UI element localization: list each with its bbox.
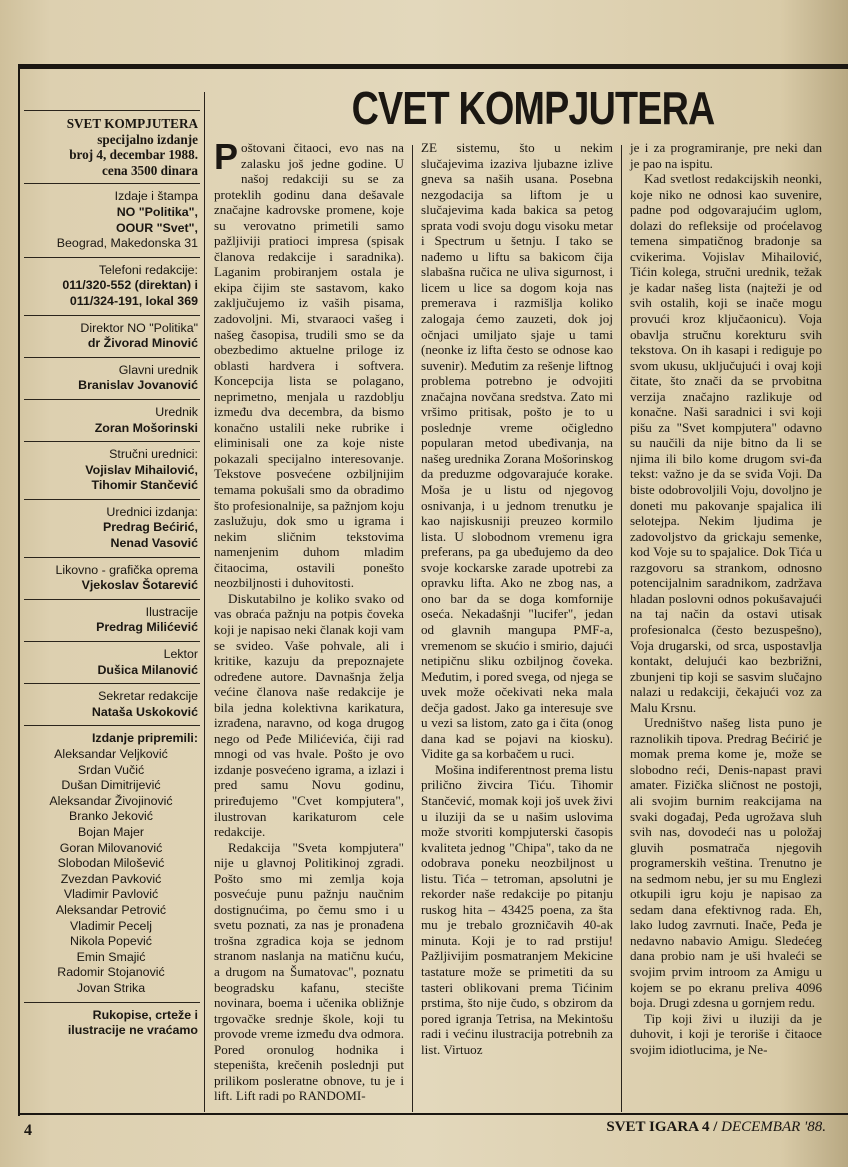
masthead-line: Aleksandar Veljković — [54, 747, 168, 761]
article-column-2 — [421, 140, 613, 1057]
footer-magazine: SVET IGARA 4 / — [606, 1119, 718, 1135]
drop-cap: P — [214, 136, 239, 177]
masthead-line: Jovan Strika — [76, 980, 146, 995]
article-paragraph: Uredništvo našeg lista puno je raznolikih tipova. Predrag Bećirić je momak prema kome je, može se slobodno reći, Denis-napast pravi amater. Fizička sličnost ne postoji, ali svojim burnim reakcijama na svaki događaj, Peđa ugrožava sluh svih nas, dovodeći nas u položaj gluvih posmatrača njegovih programerskih veština. Trenutno je na sedmom nebu, jer su mu Englezi otkupili igru koju je napisao za sedam dana efektivnog rada. Eh, lako ludog zavrnuti. Inače, Peđa je nedavno nabavio Amigu. Sledećeg dana probio nam je uši hvaleći se svojim prvim introom za Amigu u kojem se po ekranu preliva 4096 boja. Drugi zdesna u gornjem redu. — [630, 715, 822, 1011]
left-rule — [18, 64, 20, 1116]
masthead-line: Dušan Dimitrijević — [61, 778, 161, 793]
article-paragraph — [214, 136, 404, 591]
masthead-line: Nenad Vasović — [110, 536, 198, 551]
masthead-line: 011/320-552 (direktan) i — [62, 278, 198, 293]
top-rule — [18, 64, 848, 69]
masthead-director — [24, 316, 200, 358]
article-paragraph: Redakcija "Sveta kompjutera" nije u glavnoj Politikinoj zgradi. Pošto smo mi zemlja koja posvećuje punu pažnju naučnim dostignućima, po čemu smo i u svetu poznati, za nas je pronađena trošna zgradica koja se jednom stranom naslanja na matičnu kuću, a drugom na Šumatovac", poznatu beogradsku kafanu, stecište novinara, boema i učenika obližnje trgovačke srednje škole, koji tu provode vreme između dva odmora. Pored oronulog hodnika i stepeništa, krečenih poslednji put prilikom posleratne obnove, tu je i lift. Lift radi po RANDOMI- — [214, 839, 404, 1104]
masthead-line: Nikola Popević — [70, 934, 152, 949]
masthead-publisher — [24, 184, 200, 257]
masthead-line: ilustracije ne vraćamo — [67, 1023, 198, 1038]
article-column-1 — [214, 136, 404, 1104]
masthead-line: SVET KOMPJUTERA — [66, 116, 198, 131]
masthead-line: Branko Jeković — [68, 809, 154, 824]
masthead-line: Predrag Bećirić, — [102, 520, 198, 535]
article-paragraph: Tip koji živi u iluziji da je duhovit, i koji je teroriše i čitaoce svojim idiotlucima, je Ne- — [630, 1010, 822, 1057]
masthead-proofreader — [24, 642, 200, 684]
masthead-line: Vladimir Pecelj — [70, 918, 152, 933]
masthead-line: Radomir Stojanović — [57, 965, 165, 980]
article-paragraph: Mošina indiferentnost prema listu prilično živcira Tiću. Tihomir Stančević, momak koji još uvek živi u iluziji da se u našim uslovima može stvoriti kompjuterski časopis kvaliteta jednog "Chipa", tako da ne odobrava poneku neozbiljnost u listu. Tića – tetroman, apsolutni je rekorder naše redakcije po pitanju ruskog hita – 43425 poena, za šta mu je trebalo grozničavih 40-ak minuta. Koji je to rad prstiju! Pažljivijim posmatranjem Mekicine tastature može se primetiti da su tasteri oblikovani prema Tićinim prstima, što nije čudo, s obzirom da pored igranja Tetrisa, na Mekintošu radi i većinu ilustracija potrebnih za list. Virtuoz — [421, 761, 613, 1057]
masthead-editor — [24, 400, 200, 442]
masthead-line: Stručni urednici: — [109, 447, 198, 462]
masthead-line: NO "Politika", — [116, 204, 198, 219]
masthead-secretary — [24, 684, 200, 726]
masthead-line: Zoran Mošorinski — [94, 420, 198, 435]
masthead-technical-editors — [24, 442, 200, 500]
masthead-line: Tihomir Stančević — [91, 478, 198, 493]
column-rule — [412, 145, 413, 1112]
masthead-line: Izdanje pripremili: — [91, 731, 198, 746]
masthead-line: Izdaje i štampa — [114, 189, 198, 204]
masthead-line: Predrag Milićević — [96, 620, 198, 635]
masthead-line: Sekretar redakcije — [98, 689, 198, 704]
masthead-notice — [24, 1003, 200, 1044]
masthead-issue-editors — [24, 500, 200, 558]
column-rule — [621, 145, 622, 1112]
article-paragraph: je i za programiranje, pre neki dan je pao na ispitu. — [630, 140, 822, 171]
masthead-line: Vojislav Mihailović, — [85, 462, 198, 477]
masthead-line: specijalno izdanje — [97, 131, 198, 147]
masthead-line: OOUR "Svet", — [116, 220, 198, 235]
masthead-line: Bojan Majer — [77, 824, 145, 839]
column-rule — [204, 92, 205, 1112]
masthead-line: Zvezdan Pavković — [60, 871, 162, 886]
masthead-line: Lektor — [163, 647, 198, 662]
masthead-issue — [24, 110, 200, 184]
masthead-line: Rukopise, crteže i — [92, 1007, 198, 1022]
masthead-line: Vladimir Pavlović — [63, 887, 159, 902]
masthead-line: Emin Smajić — [76, 949, 146, 964]
masthead-illustrations — [24, 600, 200, 642]
masthead-line: Direktor NO "Politika" — [80, 320, 198, 335]
article-paragraph: Diskutabilno je koliko svako od vas obraća pažnju na potpis čoveka koji je napisao neki članak koji vam se svideo. Vaše pohvale, ali i kritike, kazuju da prepoznajete određene autore. Davnašnja želja većine članova naše redakcije je bila jedna kolektivna karikatura, izrađena, naravno, od koga drugog nego od Peđe Milićevića, čiji rad mnogi od vas hvale. Pošto je ovo izdanje posvećeno igrama, a izlazi i pred samu Novu godinu, priređujemo "Cvet kompjutera", ilustrovan karikaturom cele redakcije. — [214, 590, 404, 840]
footer-date: DECEMBAR '88. — [721, 1119, 826, 1135]
masthead-line: Branislav Jovanović — [78, 378, 198, 393]
footer-issue — [606, 1119, 826, 1136]
masthead-line: Beograd, Makedonska 31 — [56, 236, 198, 251]
masthead-line: Goran Milovanović — [59, 840, 163, 855]
masthead-line: Aleksandar Petrović — [55, 902, 167, 917]
masthead-line: Ilustracije — [145, 604, 198, 619]
paragraph-text: oštovani čitaoci, evo nas na zalasku još jedne godine. U našoj redakciji su se za proteklih godinu dana dešavale značajne kadrovske promene, koje su verovatno primetili samo pažljiviji pratioci impresa (spisak članova redakcije i saradnika). Laganim probiranjem ostala je ekipa čijim ste sastavom, kako zaključujemo iz vaših pisama, zadovoljni. Mi, stvaraoci vašeg i našeg časopisa, trudili smo se da obezbedimo aktuelne priloge iz oblasti hardvera i softvera. Koncepcija lista se polagano, neprimetno, menjala u razdoblju između dva decembra, da bismo konačno ustalili neke rubrike i eliminisali one za koje niste pokazali specijalno interesovanje. Tekstove posvećene ozbiljnijim temama pokušali smo da obradimo što profesionalnije, sa pažnjom koju zaslužuju, dok smo u igrama i nekim sličnim tekstovima namenjenim duhom mladim čitaocima, ostavili ponešto neozbiljnosti i duhovitosti. — [214, 140, 404, 591]
article-paragraph: ZE sistemu, što u nekim slučajevima izaziva ljubazne izlive gneva sa naših usana. Posebna nezgodacija sa liftom je u slučajevima kada bakica sa petog sprata vodi svoju dogu visoku metar i Spectrum u šetnju. I tako se nađemo u liftu sa bakicom čija slabašna ručica ne uliva sigurnost, i licem u lice sa dogom koja nas premerava i razmišlja koliko zalogaja ćemo zauzeti, dok joj očnjaci umiljato sjaje u tami (neonke iz lifta često se odnose kao suvenir). Međutim za rešenje liftnog problema potrebno je odvojiti značajna novčana sredstva. Zato mi vršimo pritisak, pošto je to u poslednje vreme očigledno popularan metod ubeđivanja, na našeg urednika Zorana Mošorinskog da preduzme odgovarajuće korake. Moša je u listu od njegovog osnivanja, i u jednom trenutku je kao najiskusniji preuzeo kormilo lista. U slobodnom vremenu igra preferans, pa ga ubeđujemo da deo svoje kockarske zarade upotrebi za opravku lifta. Ako ne zbog nas, a ono bar da se doga komfornije oseća. Nekadašnji "lucifer", jedan od glavnih mangupa PMF-a, vremenom se skućio i smirio, dajući netipičnu sliku ozbiljnog čoveka. Međutim, i pored svega, od njega se uvek može očekivati neka mala dečja gadost. Jako ga interesuje sve u vezi sa listom, zato ga i čita (onog dana kad se pojavi na kiosku). Vidite ga sa korbačem u ruci. — [421, 140, 613, 762]
masthead-graphics — [24, 558, 200, 600]
masthead-line: dr Živorad Minović — [87, 336, 198, 351]
masthead-phones — [24, 258, 200, 316]
masthead-line: Telefoni redakcije: — [98, 262, 198, 277]
masthead-editor-in-chief — [24, 358, 200, 400]
masthead-line: Nataša Uskoković — [91, 704, 198, 719]
masthead-line: Aleksandar Živojinović — [49, 793, 173, 808]
masthead — [24, 110, 200, 1044]
article-paragraph: Kad svetlost redakcijskih neonki, koje niko ne odnosi kao suvenire, padne pod odgovarajućim uglom, dolazi do refleksije od proćelavog temena simpatičnog bradonje sa cvikerima. Vojislav Mihailović, Tićin kolega, stručni urednik, težak je kadar našeg lista (najteži je od svih ostalih, koji se inače mogu provući kroz ključaonicu). Voja obavlja stručnu korekturu svih tekstova. On ih kasapi i rediguje po svom ukusu, uključujući i ovaj koji čitate, što znači da se prvobitna verzija značajno razlikuje od konačne. Naši saradnici i svi koji pišu za "Svet kompjutera" odavno su naučili da nije bitno da li se njima ili bilo kome drugom svi-đa tekst: važno je da se sviđa Voji. Da biste odobrovoljili Voju, dovoljno je doneti mu pakovanje spajalica ili selotejpa. Nekim ljudima je zadovoljstvo da grickaju semenke, kod Voje su to spajalice. Dok Tića u razgovoru sa strankom, odnosno potencijalnim saradnikom, zadržava hladan poslovni odnos pokušavajući na taj način da ostavi utisak profesionalca (često bezuspešno), Voja drugarski, od srca, uspostavlja kontakt, delujući kao bezbrižni, zbunjeni tip koji se sasvim slučajno nalazi u redakciji, čekajući voz za Malu Krsnu. — [630, 171, 822, 715]
masthead-line: Likovno - grafička oprema — [55, 562, 198, 577]
masthead-line: Vjekoslav Šotarević — [81, 578, 198, 593]
masthead-line: Urednici izdanja: — [106, 504, 198, 519]
masthead-line: cena 3500 dinara — [102, 162, 198, 178]
masthead-line: Urednik — [155, 404, 198, 419]
masthead-line: broj 4, decembar 1988. — [69, 147, 198, 163]
masthead-line: Glavni urednik — [118, 362, 198, 377]
masthead-line: 011/324-191, lokal 369 — [69, 293, 198, 308]
masthead-line: Slobodan Milošević — [57, 856, 165, 871]
article-title: CVET KOMPJUTERA — [351, 82, 715, 134]
masthead-line: Srdan Vučić — [77, 762, 145, 777]
article-column-3 — [630, 140, 822, 1057]
masthead-line: Dušica Milanović — [97, 662, 198, 677]
masthead-contributors — [24, 726, 200, 1002]
bottom-rule — [18, 1113, 848, 1115]
page-number: 4 — [24, 1122, 32, 1139]
